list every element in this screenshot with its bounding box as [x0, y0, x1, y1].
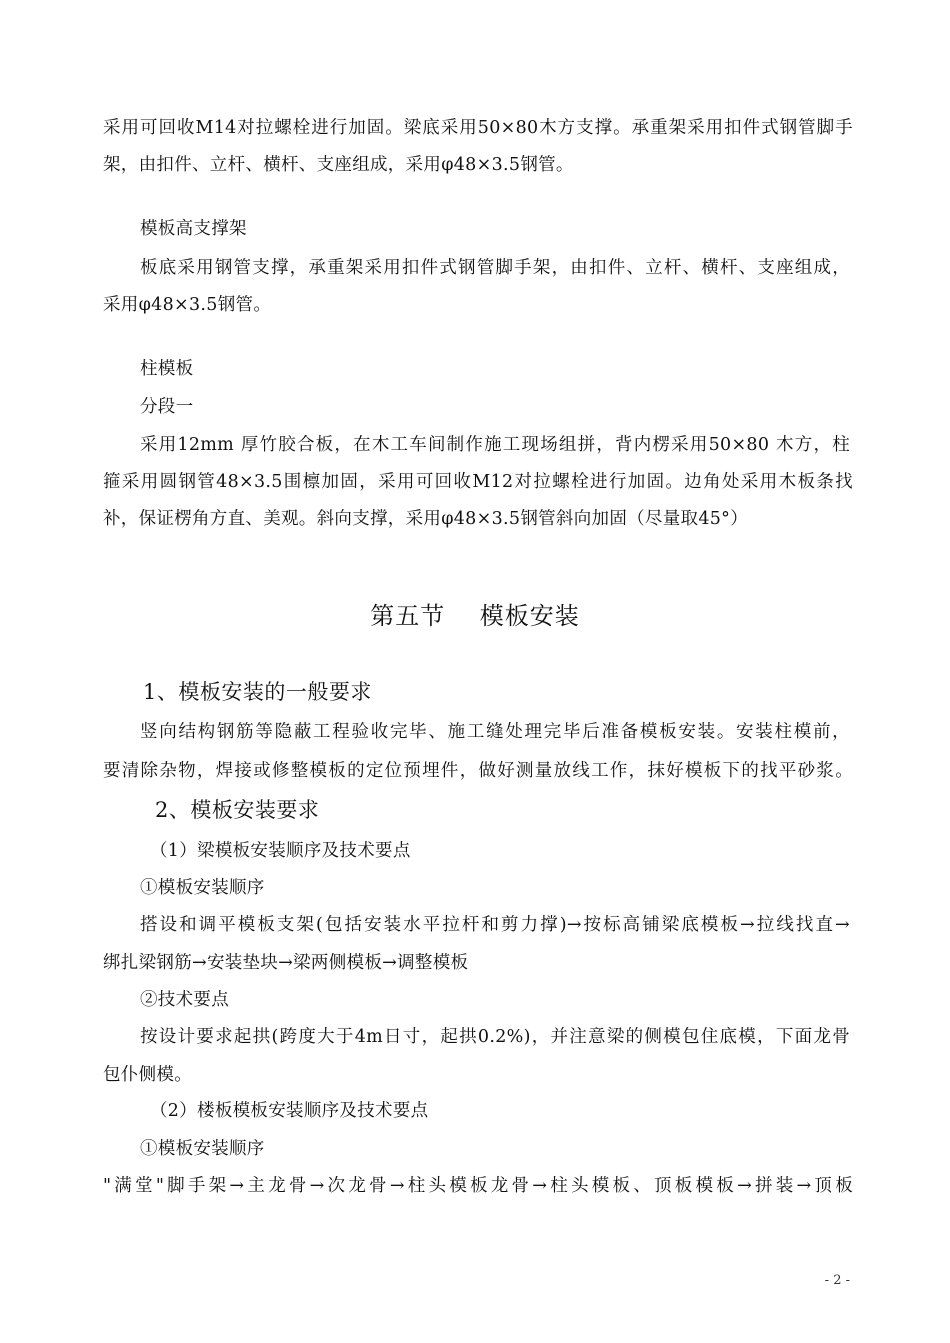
- paragraph-line: 包仆侧模。: [103, 1065, 192, 1085]
- subheading-slab: （2）楼板模板安装顺序及技术要点: [150, 1101, 429, 1121]
- paragraph-line: 采用12mm 厚竹胶合板，在木工车间制作施工现场组拼，背内楞采用50×80 木方，柱: [140, 435, 850, 455]
- paragraph-line: 板底采用钢管支撑，承重架采用扣件式钢管脚手架，由扣件、立杆、横杆、支座组成，: [140, 258, 850, 278]
- paragraph-line: "满堂"脚手架→主龙骨→次龙骨→柱头模板龙骨→柱头模板、顶板模板→拼装→顶板: [103, 1176, 853, 1196]
- paragraph-line: 补，保证楞角方直、美观。斜向支撑，采用φ48×3.5钢管斜向加固（尽量取45°）: [103, 509, 749, 529]
- paragraph-line: 竖向结构钢筋等隐蔽工程验收完毕、施工缝处理完毕后准备模板安装。安装柱模前，: [140, 722, 850, 742]
- paragraph-line: 要清除杂物，焊接或修整模板的定位预埋件，做好测量放线工作，抹好模板下的找平砂浆。: [103, 761, 853, 781]
- section-title: 第五节 模板安装: [370, 602, 580, 630]
- subheading-beam-tech: ②技术要点: [140, 990, 229, 1010]
- paragraph-line: 架，由扣件、立杆、横杆、支座组成，采用φ48×3.5钢管。: [103, 155, 574, 175]
- paragraph-line: 按设计要求起拱(跨度大于4m日寸，起拱0.2%)，并注意梁的侧模包住底模，下面龙骨: [140, 1027, 850, 1047]
- subheading-support-frame: 模板高支撑架: [140, 219, 247, 239]
- subheading-segment: 分段一: [140, 397, 194, 417]
- paragraph-line: 搭设和调平模板支架(包括安装水平拉杆和剪力撑)→按标高铺梁底模板→拉线找直→: [140, 915, 850, 935]
- paragraph-line: 箍采用圆钢管48×3.5围檩加固，采用可回收M12对拉螺栓进行加固。边角处采用木板条找: [103, 472, 853, 492]
- page-number: - 2 -: [824, 1273, 850, 1288]
- paragraph-line: 采用φ48×3.5钢管。: [103, 295, 272, 315]
- paragraph-line: 绑扎梁钢筋→安装垫块→梁两侧模板→调整模板: [103, 953, 469, 973]
- subheading-slab-sequence: ①模板安装顺序: [140, 1139, 265, 1159]
- subheading-beam-sequence: ①模板安装顺序: [140, 878, 265, 898]
- section-heading-1: 1、模板安装的一般要求: [143, 680, 372, 704]
- paragraph-line: 采用可回收M14对拉螺栓进行加固。梁底采用50×80木方支撑。承重架采用扣件式钢管脚手: [103, 118, 853, 138]
- subheading-column-formwork: 柱模板: [140, 359, 194, 379]
- section-heading-2: 2、模板安装要求: [155, 798, 320, 822]
- subheading-beam: （1）梁模板安装顺序及技术要点: [150, 841, 411, 861]
